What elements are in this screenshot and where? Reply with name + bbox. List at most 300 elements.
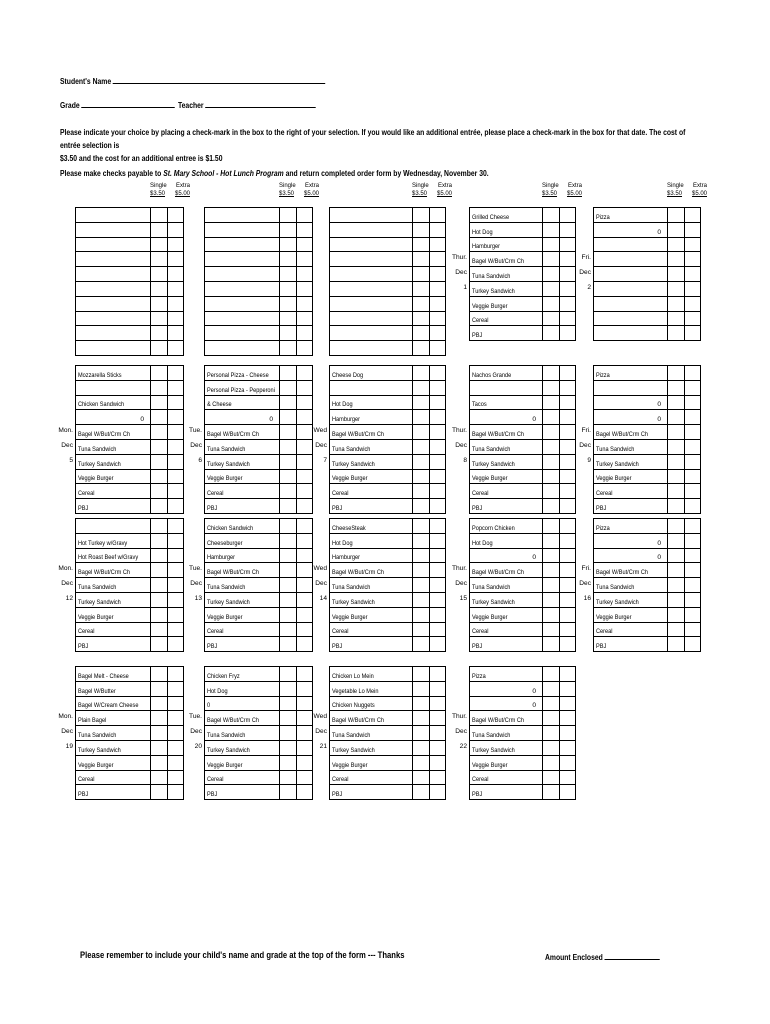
grid-line	[329, 519, 330, 652]
menu-item-label: Veggie Burger	[332, 613, 368, 621]
single-checkbox-column[interactable]	[412, 519, 413, 652]
extra-checkbox-column[interactable]	[296, 366, 297, 514]
menu-item-label: Chicken Sandwich	[207, 524, 254, 532]
menu-item-label: Hamburger	[207, 554, 236, 562]
menu-item-label: Bagel W/But/Crm Ch	[78, 569, 131, 577]
menu-item-label: PBJ	[596, 643, 607, 651]
menu-item-label: PBJ	[332, 504, 343, 512]
single-checkbox-column[interactable]	[150, 366, 151, 514]
menu-item-label: Turkey Sandwich	[472, 598, 515, 606]
menu-item-label: Turkey Sandwich	[332, 598, 375, 606]
menu-item-label: Cereal	[332, 776, 349, 784]
single-checkbox-column[interactable]	[542, 667, 543, 800]
menu-item-label: Veggie Burger	[78, 475, 114, 483]
menu-item-label: Pizza	[472, 672, 486, 680]
day-num-label: 9	[587, 456, 591, 464]
menu-item-label: PBJ	[78, 643, 89, 651]
menu-item-label: Veggie Burger	[472, 613, 508, 621]
menu-item-label: Tuna Sandwich	[472, 272, 511, 280]
zero-value: 0	[657, 539, 661, 547]
teacher-label: Teacher	[178, 101, 204, 110]
teacher-field[interactable]	[178, 98, 316, 110]
day-dec-label: Dec	[455, 269, 467, 277]
day-num-label: 12	[65, 595, 73, 602]
single-checkbox-column[interactable]	[150, 519, 151, 652]
menu-item-label: Cereal	[472, 776, 489, 784]
menu-item-label: Tuna Sandwich	[207, 445, 246, 453]
grid-line	[204, 366, 205, 514]
extra-label: Extra	[567, 183, 582, 189]
extra-label: Extra	[437, 183, 452, 189]
menu-item-label: Vegetable Lo Mein	[332, 687, 379, 695]
zero-value: 0	[532, 416, 536, 424]
day-menu	[329, 518, 446, 652]
day-num-label: 1	[463, 284, 467, 291]
grid-line	[329, 366, 330, 514]
day-day-label: Thur.	[451, 565, 467, 573]
day-num-label: 14	[319, 595, 327, 602]
day-num-label: 6	[198, 456, 202, 464]
menu-item-label: PBJ	[332, 791, 343, 799]
grid-line	[469, 519, 470, 652]
checks-prefix: Please make checks payable to	[60, 169, 164, 178]
grid-line	[183, 366, 184, 514]
menu-item-label: PBJ	[78, 791, 89, 799]
grid-line	[329, 208, 330, 356]
menu-item-label: Chicken Fryz	[207, 672, 240, 680]
menu-item-label: Tuna Sandwich	[78, 445, 117, 453]
menu-item-label: Cereal	[207, 490, 224, 498]
grid-line	[575, 667, 576, 800]
menu-item-label: Cereal	[332, 628, 349, 636]
day-dec-label: Dec	[315, 442, 327, 449]
day-menu	[75, 365, 184, 514]
menu-item-label: Tacos	[472, 401, 487, 409]
grid-line	[593, 366, 594, 514]
extra-checkbox-column[interactable]	[167, 519, 168, 652]
grade-label: Grade	[60, 101, 80, 110]
day-num-label: 15	[459, 595, 467, 602]
menu-item-label: Veggie Burger	[472, 302, 508, 310]
day-menu	[469, 518, 576, 652]
menu-item-label: Bagel W/But/Crm Ch	[332, 430, 385, 438]
student-name-label: Student's Name	[60, 77, 112, 86]
zero-value: 0	[532, 687, 536, 695]
day-day-label: Wed	[313, 565, 327, 573]
checks-payee: St. Mary School - Hot Lunch Program	[163, 169, 284, 178]
menu-item-label: Turkey Sandwich	[596, 460, 639, 468]
menu-item-label: Tuna Sandwich	[332, 731, 371, 739]
instructions-line-2: $3.50 and the cost for an additional entree is $1.50	[60, 154, 223, 163]
day-day-label: Thur.	[451, 427, 467, 435]
zero-value: 0	[657, 554, 661, 562]
grid-line	[445, 208, 446, 356]
menu-item-label: Veggie Burger	[207, 475, 243, 483]
menu-item-label: Chicken Nuggets	[332, 702, 375, 710]
day-menu	[204, 365, 313, 514]
price-header	[412, 182, 452, 198]
day-num-label: 20	[194, 743, 202, 750]
extra-checkbox-column[interactable]	[684, 366, 685, 514]
single-price: $3.50	[279, 191, 295, 197]
extra-checkbox-column[interactable]	[559, 208, 560, 341]
menu-item-label: Bagel W/Butter	[78, 687, 116, 695]
single-checkbox-column[interactable]	[150, 667, 151, 800]
grid-line	[312, 208, 313, 356]
day-menu	[469, 365, 576, 514]
menu-item-label: PBJ	[207, 643, 218, 651]
checks-note	[60, 167, 706, 180]
grid-line	[445, 667, 446, 800]
day-dec-label: Dec	[579, 442, 591, 449]
grid-line	[204, 208, 205, 356]
menu-item-label: Cheese Dog	[332, 371, 364, 379]
day-menu	[329, 666, 446, 800]
menu-item-label: Bagel Melt - Cheese	[78, 672, 129, 680]
day-menu	[204, 666, 313, 800]
extra-price: $5.00	[436, 191, 452, 197]
day-menu	[593, 518, 701, 652]
zero-value: 0	[657, 416, 661, 424]
single-checkbox-column[interactable]	[279, 519, 280, 652]
menu-item-label: Tuna Sandwich	[596, 583, 635, 591]
day-menu	[75, 666, 184, 800]
menu-item-label: Veggie Burger	[472, 761, 508, 769]
menu-item-label: & Cheese	[207, 401, 232, 409]
single-checkbox-column[interactable]	[667, 208, 668, 341]
single-checkbox-column[interactable]	[412, 667, 413, 800]
menu-item-label: PBJ	[332, 643, 343, 651]
menu-item-label: Bagel W/But/Crm Ch	[332, 569, 385, 577]
extra-checkbox-column[interactable]	[429, 667, 430, 800]
day-day-label: Thur.	[451, 254, 467, 262]
menu-item-label: Veggie Burger	[332, 475, 368, 483]
menu-item-label: Veggie Burger	[596, 613, 632, 621]
menu-item-label: Bagel W/But/Crm Ch	[207, 717, 260, 725]
menu-item-label: Pizza	[596, 213, 610, 221]
menu-item-label: Hot Dog	[472, 228, 493, 236]
menu-item-label: Personal Pizza - Pepperoni	[207, 386, 275, 394]
single-price: $3.50	[542, 191, 558, 197]
menu-item-label: Tuna Sandwich	[207, 731, 246, 739]
day-num-label: 22	[459, 743, 467, 750]
day-menu	[469, 666, 576, 800]
extra-label: Extra	[175, 183, 190, 189]
price-header	[150, 182, 190, 198]
day-menu	[469, 207, 576, 341]
single-checkbox-column[interactable]	[542, 208, 543, 341]
single-label: Single	[667, 183, 684, 189]
grid-line	[445, 519, 446, 652]
grid-line	[183, 519, 184, 652]
menu-item-label: Grilled Cheese	[472, 213, 510, 221]
single-checkbox-column[interactable]	[279, 366, 280, 514]
extra-checkbox-column[interactable]	[429, 208, 430, 356]
single-checkbox-column[interactable]	[542, 366, 543, 514]
grid-line	[700, 208, 701, 341]
student-name-field[interactable]	[60, 74, 326, 86]
day-dec-label: Dec	[315, 728, 327, 736]
grid-line	[593, 208, 594, 341]
grade-line[interactable]	[82, 98, 176, 108]
zero-value: 0	[532, 554, 536, 562]
menu-item-label: PBJ	[472, 791, 483, 799]
day-dec-label: Dec	[190, 442, 202, 449]
footer-reminder: Please remember to include your child's name and grade at the top of the form --- Thanks	[80, 950, 405, 960]
extra-price: $5.00	[566, 191, 582, 197]
day-dec-label: Dec	[61, 442, 73, 449]
menu-item-label: Bagel W/But/Crm Ch	[472, 258, 525, 266]
grid-line	[469, 366, 470, 514]
day-num-label: 19	[65, 743, 73, 750]
menu-item-label: Tuna Sandwich	[78, 583, 117, 591]
menu-item-label: Tuna Sandwich	[472, 445, 511, 453]
single-price: $3.50	[667, 191, 683, 197]
day-menu	[329, 365, 446, 514]
menu-item-label: Turkey Sandwich	[78, 598, 121, 606]
menu-item-label: Pizza	[596, 371, 610, 379]
day-dec-label: Dec	[579, 580, 591, 588]
menu-item-label: Hot Dog	[332, 401, 353, 409]
grid-line	[445, 366, 446, 514]
day-dec-label: Dec	[190, 580, 202, 588]
menu-item-label: Cereal	[596, 490, 613, 498]
menu-item-label: Bagel W/But/Crm Ch	[596, 430, 649, 438]
grid-line	[183, 208, 184, 356]
single-label: Single	[412, 183, 429, 189]
menu-item-label: Cereal	[472, 317, 489, 325]
grid-line	[204, 667, 205, 800]
menu-item-label: Hamburger	[472, 243, 501, 251]
day-dec-label: Dec	[315, 580, 327, 588]
menu-item-label: Hot Dog	[332, 539, 353, 547]
price-header	[542, 182, 582, 198]
day-num-label: 5	[69, 456, 73, 464]
menu-item-label: Bagel W/But/Crm Ch	[207, 569, 260, 577]
menu-item-label: Hot Turkey w/Gravy	[78, 539, 128, 547]
menu-item-label: Turkey Sandwich	[332, 746, 375, 754]
extra-label: Extra	[692, 183, 707, 189]
price-header	[667, 182, 707, 198]
grid-line	[700, 366, 701, 514]
day-dec-label: Dec	[579, 269, 591, 277]
zero-value: 0	[657, 401, 661, 409]
day-day-label: Mon.	[58, 427, 73, 435]
day-dec-label: Dec	[190, 728, 202, 736]
grid-line	[700, 519, 701, 652]
menu-item-label: Tuna Sandwich	[207, 583, 246, 591]
price-header	[279, 182, 319, 198]
extra-price: $5.00	[174, 191, 190, 197]
menu-item-label: Veggie Burger	[78, 613, 114, 621]
day-num-label: 8	[463, 456, 467, 464]
extra-checkbox-column[interactable]	[559, 667, 560, 800]
single-checkbox-column[interactable]	[150, 208, 151, 356]
single-checkbox-column[interactable]	[667, 519, 668, 652]
menu-item-label: Veggie Burger	[78, 761, 114, 769]
menu-item-label: Turkey Sandwich	[472, 460, 515, 468]
extra-checkbox-column[interactable]	[559, 519, 560, 652]
single-checkbox-column[interactable]	[667, 366, 668, 514]
day-menu	[204, 207, 313, 356]
zero-value: 0	[140, 416, 144, 424]
menu-item-label: Mozzarella Sticks	[78, 371, 122, 379]
menu-item-label: Popcorn Chicken	[472, 524, 515, 532]
day-menu	[204, 518, 313, 652]
student-name-line[interactable]	[113, 74, 326, 84]
day-day-label: Wed	[313, 427, 327, 435]
grid-line	[593, 519, 594, 652]
teacher-line[interactable]	[205, 98, 316, 108]
day-day-label: Tue.	[189, 427, 202, 435]
day-menu	[329, 207, 446, 356]
extra-checkbox-column[interactable]	[167, 667, 168, 800]
menu-item-label: PBJ	[78, 504, 89, 512]
day-menu	[593, 207, 701, 341]
menu-item-label: PBJ	[472, 332, 483, 340]
grade-field[interactable]	[60, 98, 175, 110]
menu-item-label: Tuna Sandwich	[332, 445, 371, 453]
day-day-label: Fri.	[581, 427, 591, 435]
menu-item-label: Bagel W/But/Crm Ch	[78, 430, 131, 438]
menu-item-label: Cereal	[332, 490, 349, 498]
menu-item-label: PBJ	[207, 504, 218, 512]
day-dec-label: Dec	[455, 728, 467, 736]
menu-item-label: PBJ	[472, 504, 483, 512]
menu-item-label: PBJ	[472, 643, 483, 651]
day-dec-label: Dec	[455, 442, 467, 449]
menu-item-label: Turkey Sandwich	[78, 460, 121, 468]
day-num-label: 7	[323, 456, 327, 464]
menu-item-label: Veggie Burger	[596, 475, 632, 483]
menu-item-label: Hamburger	[332, 554, 361, 562]
single-checkbox-column[interactable]	[542, 519, 543, 652]
extra-checkbox-column[interactable]	[684, 208, 685, 341]
menu-item-label: Cereal	[78, 490, 95, 498]
single-checkbox-column[interactable]	[279, 667, 280, 800]
menu-item-label: 0	[207, 702, 211, 710]
instructions	[60, 126, 706, 165]
grid-line	[75, 208, 76, 356]
day-dec-label: Dec	[61, 728, 73, 736]
menu-item-label: Plain Bagel	[78, 717, 107, 725]
day-menu	[593, 365, 701, 514]
extra-checkbox-column[interactable]	[296, 208, 297, 356]
zero-value: 0	[532, 702, 536, 710]
menu-item-label: Tuna Sandwich	[332, 583, 371, 591]
extra-checkbox-column[interactable]	[167, 208, 168, 356]
extra-checkbox-column[interactable]	[684, 519, 685, 652]
single-label: Single	[150, 183, 167, 189]
menu-item-label: PBJ	[596, 504, 607, 512]
menu-item-label: Chicken Sandwich	[78, 401, 125, 409]
day-day-label: Mon.	[58, 713, 73, 721]
menu-item-label: Hamburger	[332, 416, 361, 424]
day-day-label: Tue.	[189, 713, 202, 721]
menu-item-label: Personal Pizza - Cheese	[207, 371, 269, 379]
day-day-label: Wed	[313, 713, 327, 721]
menu-item-label: Cheeseburger	[207, 539, 243, 547]
menu-item-label: Tuna Sandwich	[472, 583, 511, 591]
menu-item-label: Cereal	[207, 628, 224, 636]
menu-item-label: Hot Roast Beef w/Gravy	[78, 554, 139, 562]
day-num-label: 16	[583, 595, 591, 602]
extra-price: $5.00	[303, 191, 319, 197]
menu-item-label: Turkey Sandwich	[472, 287, 515, 295]
menu-item-label: Tuna Sandwich	[78, 731, 117, 739]
menu-item-label: Bagel W/But/Crm Ch	[596, 569, 649, 577]
menu-item-label: Bagel W/But/Crm Ch	[472, 430, 525, 438]
menu-item-label: Hot Dog	[472, 539, 493, 547]
day-num-label: 2	[587, 284, 591, 291]
menu-item-label: Cereal	[78, 776, 95, 784]
menu-item-label: Cereal	[472, 628, 489, 636]
zero-value: 0	[269, 416, 273, 424]
grid-line	[469, 208, 470, 341]
menu-item-label: Cereal	[78, 628, 95, 636]
menu-item-label: Bagel W/But/Crm Ch	[332, 717, 385, 725]
menu-item-label: Hot Dog	[207, 687, 228, 695]
checks-suffix: and return completed order form by Wednesday, November 30.	[283, 169, 489, 178]
menu-item-label: Veggie Burger	[207, 613, 243, 621]
grid-line	[75, 667, 76, 800]
extra-checkbox-column[interactable]	[429, 519, 430, 652]
menu-item-label: Turkey Sandwich	[207, 460, 250, 468]
grid-line	[183, 667, 184, 800]
menu-item-label: Turkey Sandwich	[207, 598, 250, 606]
extra-checkbox-column[interactable]	[429, 366, 430, 514]
menu-item-label: Turkey Sandwich	[596, 598, 639, 606]
day-day-label: Fri.	[581, 254, 591, 262]
day-num-label: 21	[319, 743, 327, 750]
day-day-label: Mon.	[58, 565, 73, 573]
single-checkbox-column[interactable]	[279, 208, 280, 356]
extra-checkbox-column[interactable]	[296, 519, 297, 652]
menu-item-label: Pizza	[596, 524, 610, 532]
menu-item-label: Turkey Sandwich	[472, 746, 515, 754]
single-checkbox-column[interactable]	[412, 208, 413, 356]
menu-item-label: Cereal	[207, 776, 224, 784]
single-checkbox-column[interactable]	[412, 366, 413, 514]
grid-line	[75, 519, 76, 652]
menu-item-label: Cereal	[472, 490, 489, 498]
menu-item-label: Veggie Burger	[332, 761, 368, 769]
extra-checkbox-column[interactable]	[559, 366, 560, 514]
extra-checkbox-column[interactable]	[296, 667, 297, 800]
menu-item-label: Turkey Sandwich	[78, 746, 121, 754]
extra-checkbox-column[interactable]	[167, 366, 168, 514]
menu-item-label: Turkey Sandwich	[332, 460, 375, 468]
amount-enclosed-field[interactable]	[545, 950, 660, 962]
menu-item-label: Bagel W/Cream Cheese	[78, 702, 139, 710]
menu-item-label: Bagel W/But/Crm Ch	[472, 717, 525, 725]
grid-line	[75, 366, 76, 514]
single-label: Single	[279, 183, 296, 189]
menu-item-label: Bagel W/But/Crm Ch	[207, 430, 260, 438]
amount-enclosed-label: Amount Enclosed	[545, 953, 603, 962]
day-dec-label: Dec	[61, 580, 73, 588]
day-day-label: Tue.	[189, 565, 202, 573]
extra-price: $5.00	[691, 191, 707, 197]
zero-value: 0	[657, 228, 661, 236]
amount-enclosed-line[interactable]	[605, 950, 660, 960]
menu-item-label: Bagel W/But/Crm Ch	[472, 569, 525, 577]
menu-item-label: Tuna Sandwich	[596, 445, 635, 453]
single-price: $3.50	[412, 191, 428, 197]
menu-item-label: Cereal	[596, 628, 613, 636]
menu-item-label: PBJ	[207, 791, 218, 799]
day-menu	[75, 518, 184, 652]
